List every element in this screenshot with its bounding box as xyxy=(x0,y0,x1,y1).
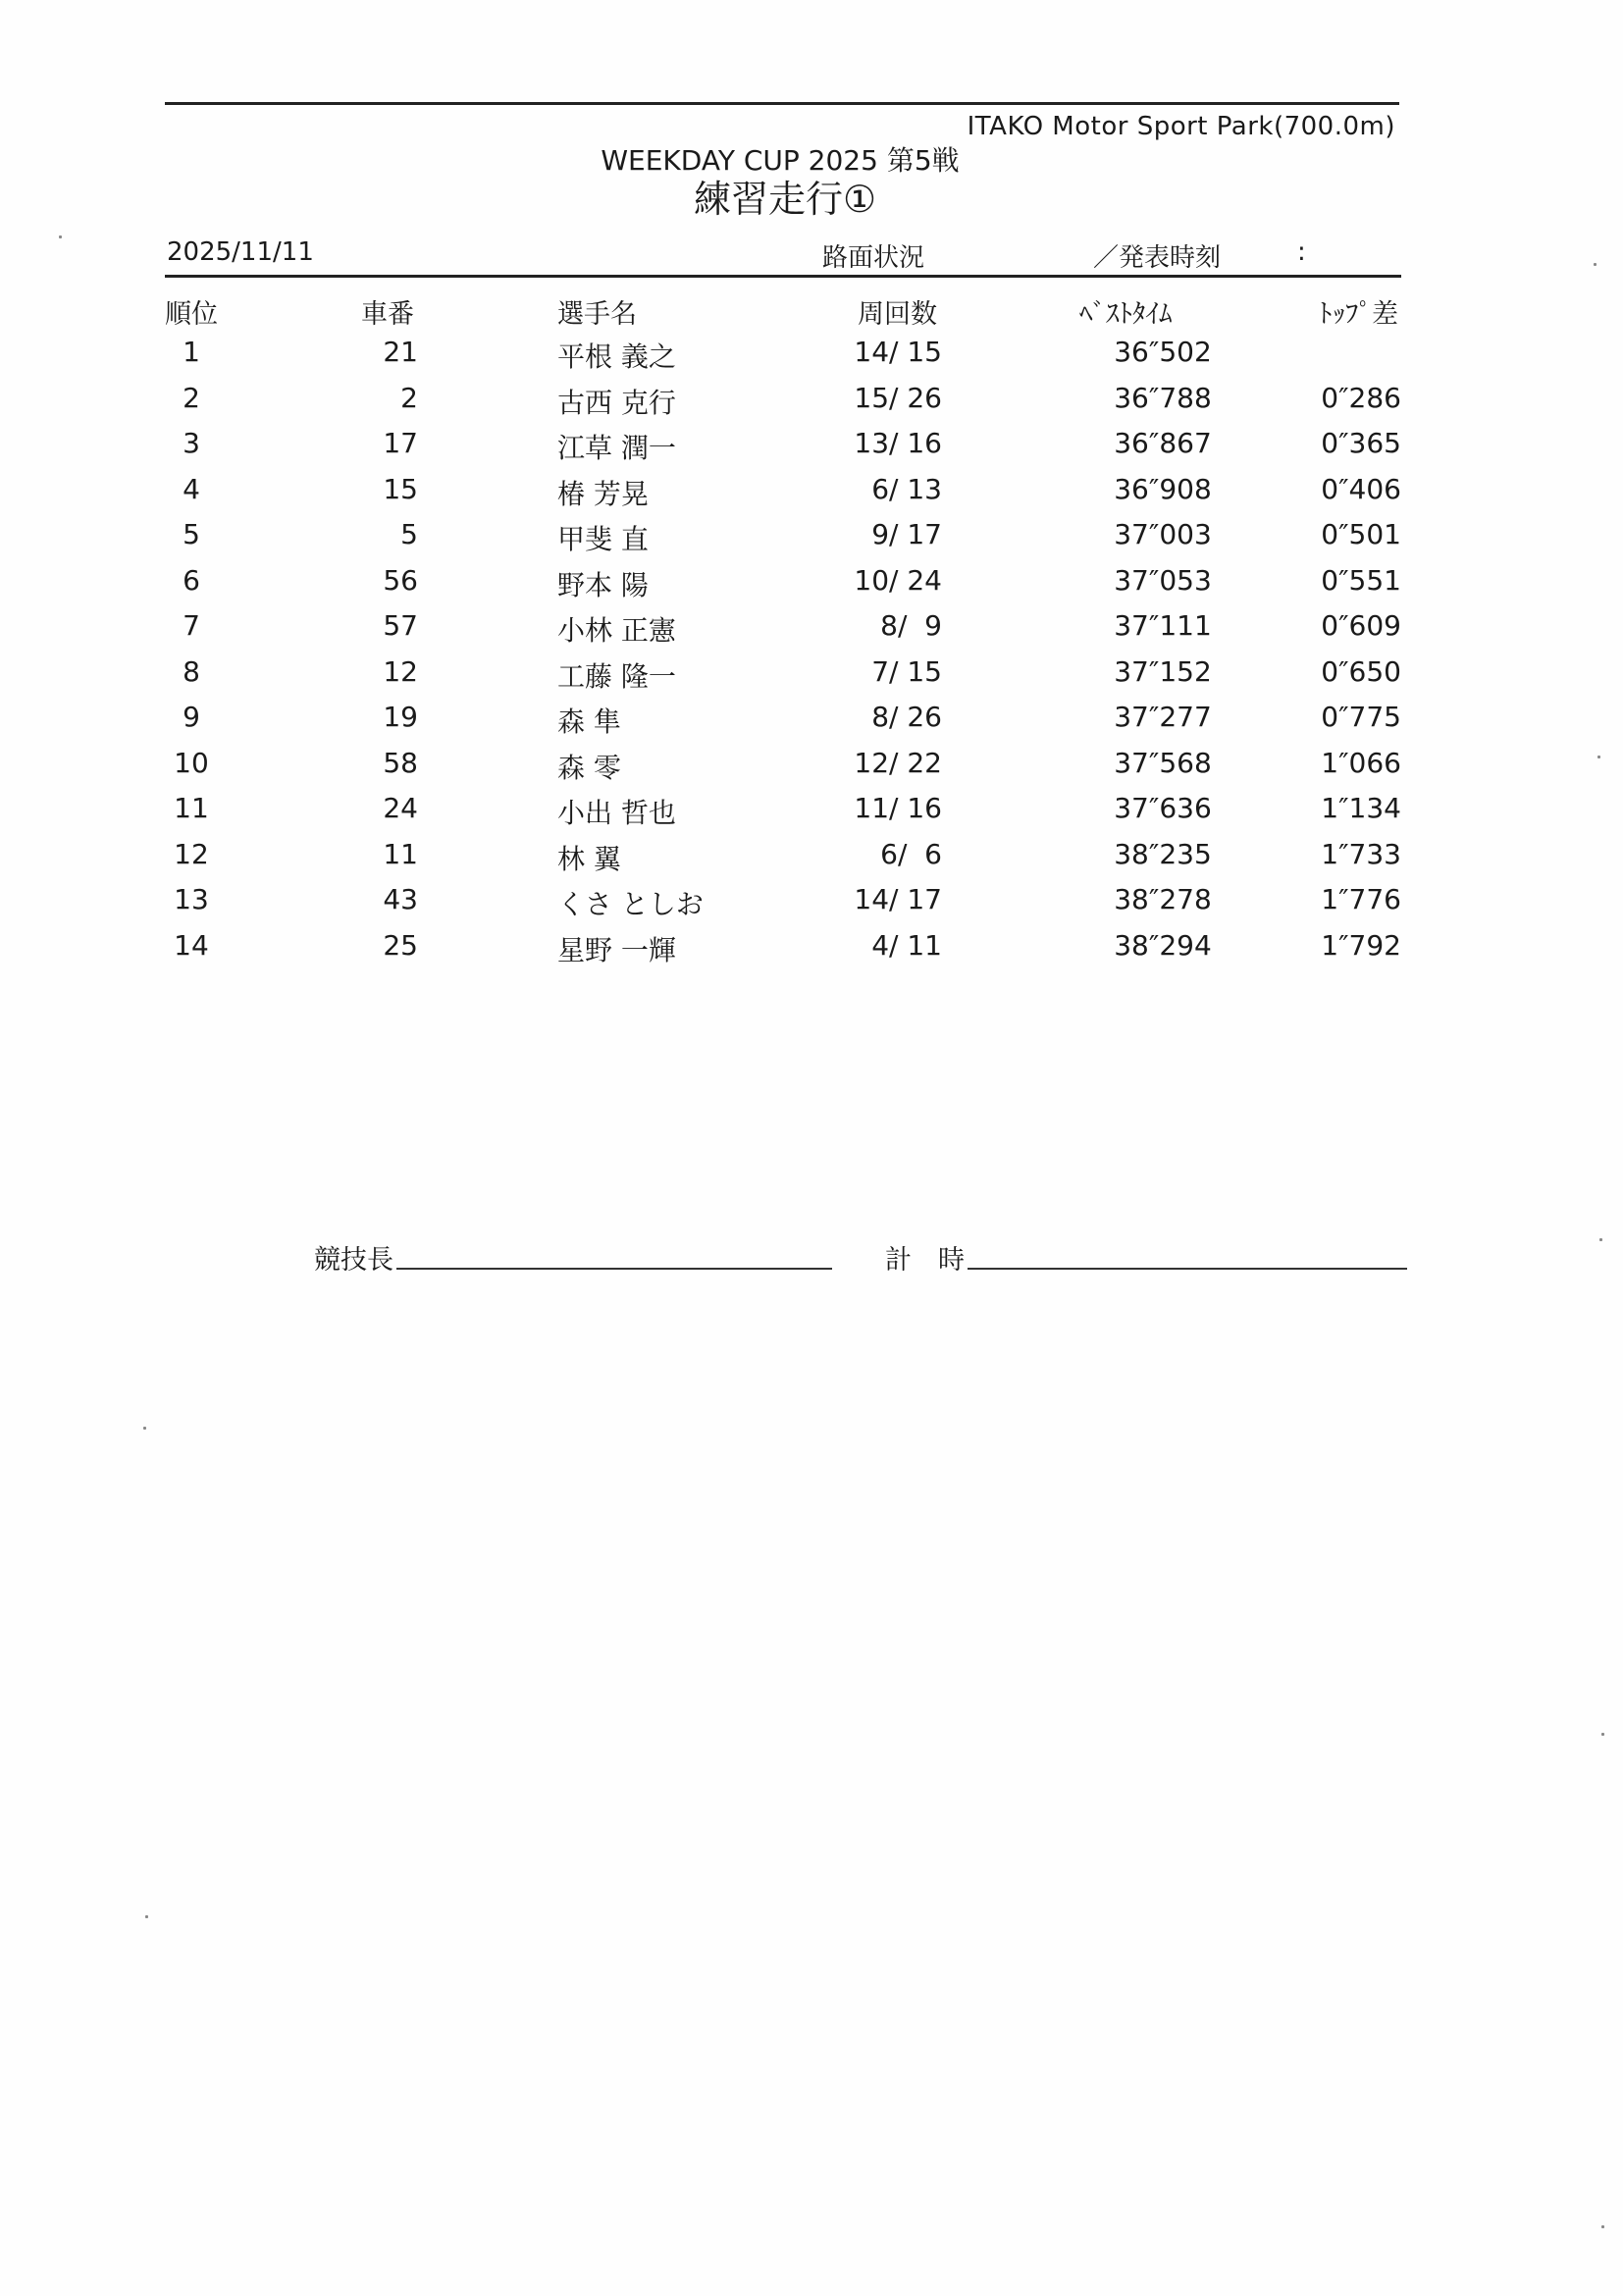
meta-row xyxy=(0,237,1623,271)
best-time: 37″003 xyxy=(1114,518,1212,550)
table-row xyxy=(0,747,1623,793)
session-title: 練習走行① xyxy=(693,178,877,221)
scan-speck xyxy=(1594,263,1597,266)
car-number: 2 xyxy=(400,381,418,414)
laps: 13/ 16 xyxy=(854,427,942,459)
driver-name: 平根 義之 xyxy=(557,340,676,373)
pos: 9 xyxy=(183,701,200,733)
col-pos: 順位 xyxy=(165,299,218,330)
table-row xyxy=(0,518,1623,564)
pos: 10 xyxy=(174,746,209,779)
best-time: 38″294 xyxy=(1114,928,1212,962)
gap-to-top: 0″551 xyxy=(1321,563,1401,597)
driver-name: 小林 正憲 xyxy=(557,614,676,647)
laps: 9/ 17 xyxy=(871,518,942,550)
pos: 6 xyxy=(183,563,200,597)
gap-to-top: 1″776 xyxy=(1321,883,1401,915)
laps: 6/ 13 xyxy=(871,472,942,505)
col-car: 車番 xyxy=(361,299,414,330)
table-row xyxy=(0,792,1623,838)
table-row xyxy=(0,838,1623,884)
best-time: 38″278 xyxy=(1114,883,1212,915)
col-driver: 選手名 xyxy=(557,299,637,330)
car-number: 21 xyxy=(383,336,418,368)
announce-time-value: : xyxy=(1297,237,1306,267)
pos: 1 xyxy=(183,336,200,368)
laps: 7/ 15 xyxy=(871,654,942,688)
race-director-label: 競技長 xyxy=(314,1245,393,1276)
pos: 5 xyxy=(183,518,200,550)
car-number: 25 xyxy=(383,928,418,962)
best-time: 36″867 xyxy=(1114,427,1212,459)
laps: 15/ 26 xyxy=(854,381,942,414)
gap-to-top: 1″792 xyxy=(1321,928,1401,962)
col-gap: ﾄｯﾌﾟ差 xyxy=(1319,299,1398,330)
signature-row xyxy=(0,1238,1623,1278)
gap-to-top: 0″286 xyxy=(1321,381,1401,414)
gap-to-top: 1″134 xyxy=(1321,792,1401,824)
car-number: 11 xyxy=(383,837,418,870)
date: 2025/11/11 xyxy=(167,237,314,267)
pos: 4 xyxy=(183,472,200,505)
laps: 14/ 15 xyxy=(854,336,942,368)
laps: 6/ 6 xyxy=(880,837,942,870)
top-rule xyxy=(165,102,1399,105)
car-number: 43 xyxy=(383,883,418,915)
best-time: 37″053 xyxy=(1114,563,1212,597)
driver-name: 森 隼 xyxy=(557,705,621,738)
table-row xyxy=(0,382,1623,428)
scan-speck xyxy=(145,1915,148,1918)
gap-to-top: 1″733 xyxy=(1321,837,1401,870)
laps: 12/ 22 xyxy=(854,746,942,779)
driver-name: くさ としお xyxy=(557,888,704,920)
timekeeper-label: 計 時 xyxy=(885,1245,965,1276)
scan-speck xyxy=(1601,2225,1604,2228)
table-row xyxy=(0,883,1623,929)
results-table xyxy=(0,336,1623,974)
best-time: 36″908 xyxy=(1114,472,1212,505)
table-row xyxy=(0,609,1623,655)
gap-to-top: 0″501 xyxy=(1321,518,1401,550)
gap-to-top: 0″406 xyxy=(1321,472,1401,505)
driver-name: 甲斐 直 xyxy=(557,523,649,555)
best-time: 37″152 xyxy=(1114,654,1212,688)
gap-to-top: 0″775 xyxy=(1321,701,1401,733)
laps: 8/ 26 xyxy=(871,701,942,733)
event-title: WEEKDAY CUP 2025 第5戦 xyxy=(601,144,960,177)
timekeeper-signature-line xyxy=(968,1268,1407,1270)
pos: 14 xyxy=(174,928,209,962)
car-number: 15 xyxy=(383,472,418,505)
col-best: ﾍﾞｽﾄﾀｲﾑ xyxy=(1079,299,1173,330)
road-condition-label: 路面状況 xyxy=(822,243,925,273)
gap-to-top: 0″365 xyxy=(1321,427,1401,459)
best-time: 37″277 xyxy=(1114,701,1212,733)
announce-time-label: ／発表時刻 xyxy=(1093,243,1222,273)
scan-speck xyxy=(1597,756,1600,758)
car-number: 24 xyxy=(383,792,418,824)
best-time: 38″235 xyxy=(1114,837,1212,870)
best-time: 37″636 xyxy=(1114,792,1212,824)
car-number: 17 xyxy=(383,427,418,459)
gap-to-top: 0″650 xyxy=(1321,654,1401,688)
laps: 8/ 9 xyxy=(880,609,942,642)
table-row xyxy=(0,655,1623,702)
car-number: 58 xyxy=(383,746,418,779)
best-time: 37″111 xyxy=(1114,609,1212,642)
car-number: 19 xyxy=(383,701,418,733)
venue-name: ITAKO Motor Sport Park(700.0m) xyxy=(967,112,1395,141)
pos: 12 xyxy=(174,837,209,870)
driver-name: 椿 芳晃 xyxy=(557,477,649,510)
header-rule xyxy=(165,275,1401,278)
pos: 3 xyxy=(183,427,200,459)
laps: 10/ 24 xyxy=(854,563,942,597)
best-time: 36″788 xyxy=(1114,381,1212,414)
table-row xyxy=(0,427,1623,473)
table-row xyxy=(0,701,1623,747)
pos: 11 xyxy=(174,792,209,824)
col-laps: 周回数 xyxy=(858,299,937,330)
laps: 14/ 17 xyxy=(854,883,942,915)
driver-name: 星野 一輝 xyxy=(557,933,676,966)
pos: 13 xyxy=(174,883,209,915)
driver-name: 江草 潤一 xyxy=(557,432,676,464)
pos: 8 xyxy=(183,654,200,688)
laps: 11/ 16 xyxy=(854,792,942,824)
pos: 7 xyxy=(183,609,200,642)
driver-name: 小出 哲也 xyxy=(557,797,676,829)
table-row xyxy=(0,929,1623,975)
driver-name: 林 翼 xyxy=(557,842,621,875)
table-row xyxy=(0,564,1623,610)
pos: 2 xyxy=(183,381,200,414)
gap-to-top: 0″609 xyxy=(1321,609,1401,642)
car-number: 57 xyxy=(383,609,418,642)
driver-name: 工藤 隆一 xyxy=(557,659,676,693)
scan-speck xyxy=(59,235,62,238)
best-time: 36″502 xyxy=(1114,336,1212,368)
table-header xyxy=(0,292,1623,330)
gap-to-top: 1″066 xyxy=(1321,746,1401,779)
driver-name: 森 零 xyxy=(557,751,621,784)
car-number: 12 xyxy=(383,654,418,688)
table-row xyxy=(0,336,1623,382)
car-number: 56 xyxy=(383,563,418,597)
race-director-signature-line xyxy=(396,1268,832,1270)
driver-name: 古西 克行 xyxy=(557,386,676,419)
scan-speck xyxy=(1599,1238,1602,1241)
scan-speck xyxy=(1601,1733,1604,1736)
laps: 4/ 11 xyxy=(871,928,942,962)
scan-speck xyxy=(143,1427,146,1430)
car-number: 5 xyxy=(400,518,418,550)
table-row xyxy=(0,473,1623,519)
driver-name: 野本 陽 xyxy=(557,568,649,601)
best-time: 37″568 xyxy=(1114,746,1212,779)
